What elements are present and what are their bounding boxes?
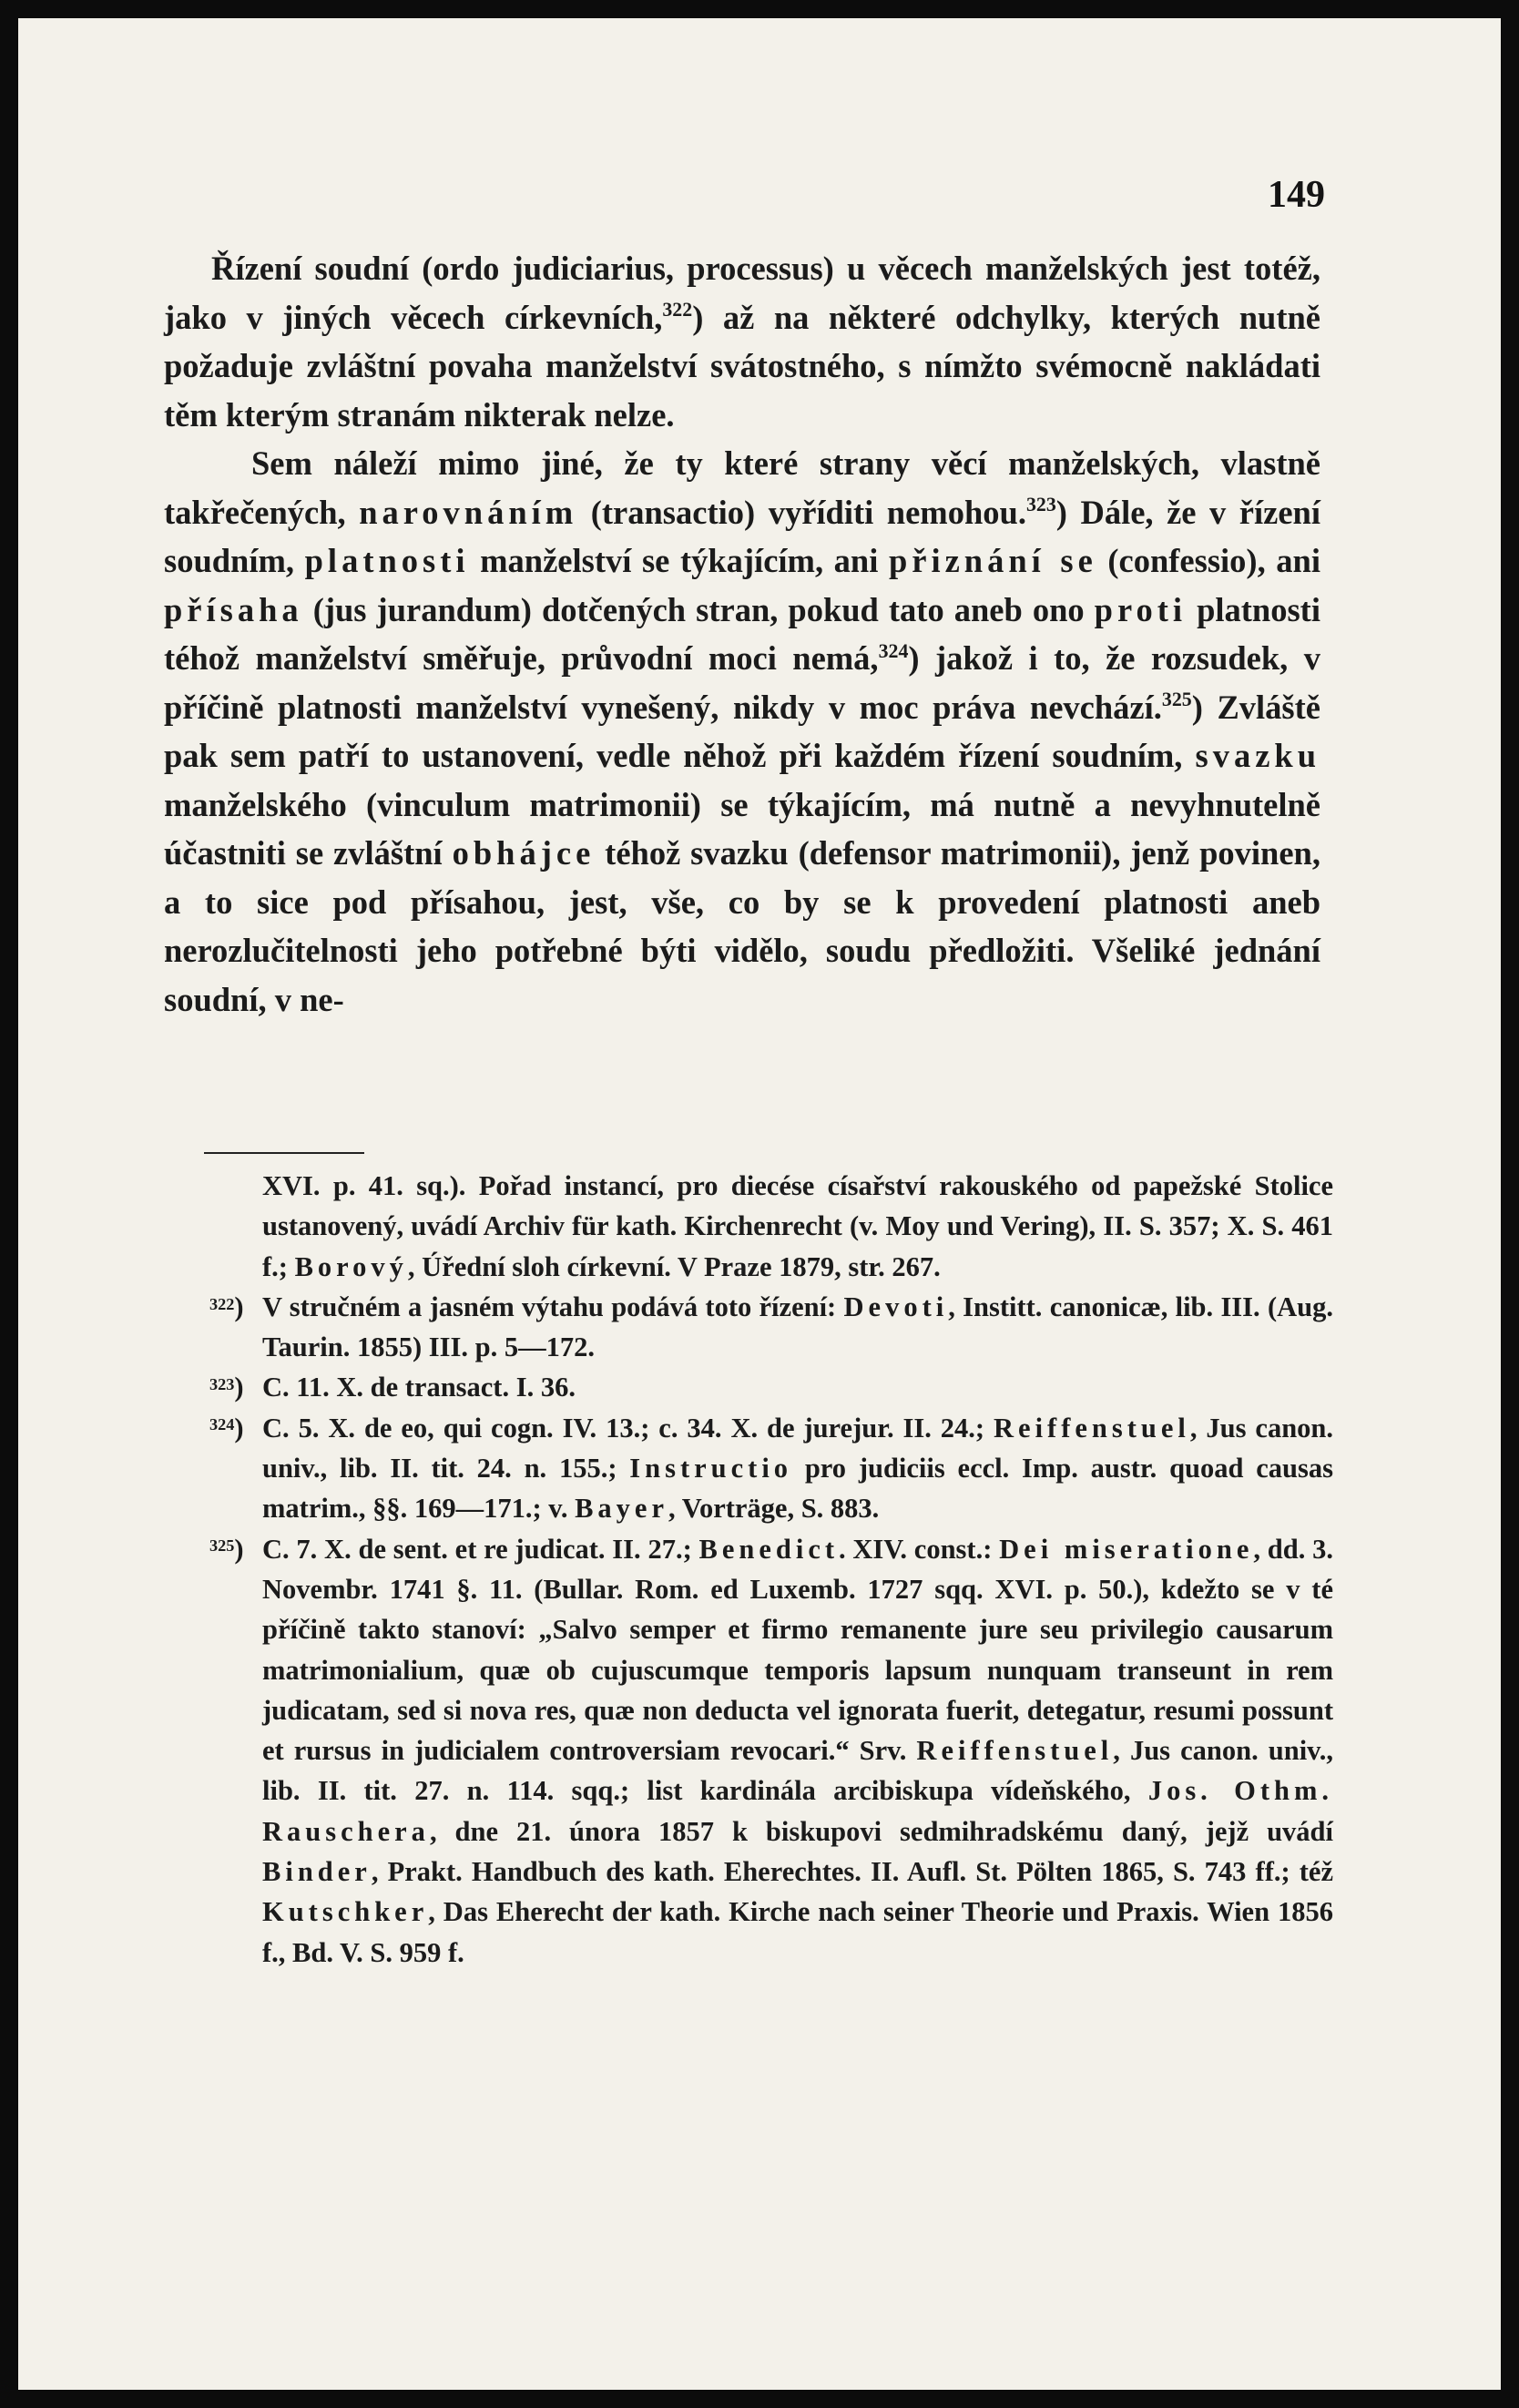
spaced-term: přísaha bbox=[164, 590, 303, 628]
footnote-ref-325[interactable]: 325 bbox=[1161, 688, 1192, 711]
footnote-322: $^{322}$) V stručném a jasném výtahu podává toto řízení: Devoti, Institt. canonicæ, lib. III. (Aug. Taurin. 1855) III. p. 5—172. bbox=[262, 1287, 1333, 1368]
spaced-name: Benedict bbox=[698, 1533, 840, 1565]
spaced-name: Bayer bbox=[575, 1493, 669, 1525]
spaced-name: Jos. Othm. Rauschera bbox=[262, 1775, 1333, 1847]
paragraph-2: Sem náleží mimo jiné, že ty které strany věcí manželských, vlastně takřečených, narovnáním (transactio) vyříditi nemohou.$^{323}$) Dále, že v řízení soudním, platnosti manželství se týkajícím, ani přiznání se (confessio), ani přísaha (jus jurandum) dotčených stran, pokud tato aneb ono proti platnosti téhož manželství směřuje, průvodní moci nemá,$^{324}$) jakož i to, že rozsudek, v příčině platnosti manželství vynešený, nikdy v moc práva nevchází.$^{325}$) Zvláště pak sem patří to ustanovení, vedle něhož při každém řízení soudním, svazku manželského (vinculum matrimonii) se týkajícím, má nutně a nevyhnutelně účastniti se zvláštní obhájce téhož svazku (defensor matrimonii), jenž povinen, a to sice pod přísahou, jest, vše, co by se k provedení platnosti aneb nerozlučitelnosti jeho potřebné býti vidělo, soudu předložiti. Všeliké jednání soudní, v ne- bbox=[164, 444, 1320, 1018]
footnote-mark: $^{325}$) bbox=[209, 1533, 244, 1565]
spaced-name: Kutschker bbox=[262, 1896, 429, 1928]
spaced-term: platnosti bbox=[304, 542, 470, 579]
spaced-term: proti bbox=[1094, 590, 1188, 628]
footnote-continuation: XVI. p. 41. sq.). Pořad instancí, pro diecése císařství rakouského od papežské Stolice ustanovený, uvádí Archiv für kath. Kirchenrecht (v. Moy und Vering), II. S. 357; X. S. 461 f.; Borový, Úřední sloh církevní. V Praze 1879, str. 267. bbox=[262, 1170, 1333, 1282]
footnote-325: $^{325}$) C. 7. X. de sent. et re judicat. II. 27.; Benedict. XIV. const.: Dei miseratione, dd. 3. Novembr. 1741 §. 11. (Bullar. Rom. ed Luxemb. 1727 sqq. XVI. p. 50.), kdežto se v té příčině takto stanoví: „Salvo semper et firmo remanente jure seu privilegio causarum matrimonialium, quæ ob cujuscumque temporis lapsum nunquam transeunt in rem judicatam, sed si nova res, quæ non deducta vel ignorata fuerit, detegatur, resumi possunt et rursus in judicialem controversiam revocari.“ Srv. Reiffenstuel, Jus canon. univ., lib. II. tit. 27. n. 114. sqq.; list kardinála arcibiskupa vídeňského, Jos. Othm. Rauschera, dne 21. února 1857 k biskupovi sedmihradskému daný, jejž uvádí Binder, Prakt. Handbuch des kath. Eherechtes. II. Aufl. St. Pölten 1865, S. 743 ff.; též Kutschker, Das Eherecht der kath. Kirche nach seiner Theorie und Praxis. Wien 1856 f., Bd. V. S. 959 f. bbox=[262, 1529, 1333, 1973]
footnote-ref-322[interactable]: 322 bbox=[662, 298, 693, 321]
footnote-mark: $^{324}$) bbox=[209, 1412, 244, 1444]
spaced-term: obhájce bbox=[452, 834, 596, 872]
spaced-name: Reiffenstuel bbox=[916, 1735, 1114, 1767]
book-page bbox=[18, 18, 1501, 2390]
spaced-term: svazku bbox=[1195, 737, 1320, 774]
footnote-ref-324[interactable]: 324 bbox=[878, 638, 909, 662]
spaced-name: Reiffenstuel bbox=[994, 1412, 1190, 1444]
main-text bbox=[164, 244, 1320, 1024]
footnote-mark: $^{323}$) bbox=[209, 1372, 244, 1403]
spaced-term: přiznání se bbox=[888, 542, 1097, 579]
spaced-name: Instructio bbox=[629, 1453, 793, 1485]
spaced-name: Devoti bbox=[843, 1291, 949, 1322]
footnote-324: $^{324}$) C. 5. X. de eo, qui cogn. IV. 13.; c. 34. X. de jurejur. II. 24.; Reiffenstuel, Jus canon. univ., lib. II. tit. 24. n. 155.; Instructio pro judiciis eccl. Imp. austr. quoad causas matrim., §§. 169—171.; v. Bayer, Vorträge, S. 883. bbox=[262, 1408, 1333, 1529]
footnotes bbox=[209, 1166, 1334, 1973]
spaced-term: narovnáním bbox=[359, 493, 578, 531]
spaced-name: Binder bbox=[262, 1856, 372, 1888]
paragraph-1: Řízení soudní (ordo judiciarius, processus) u věcech manželských jest totéž, jako v jiných věcech církevních,$^{322}$) až na některé odchylky, kterých nutně požaduje zvláštní povaha manželství svátostného, s nímžto svémocně nakládati těm kterým stranám nikterak nelze. bbox=[164, 250, 1321, 434]
spaced-name: Dei miseratione bbox=[999, 1533, 1254, 1565]
footnote-mark: $^{322}$) bbox=[209, 1291, 244, 1322]
spaced-name: Borový bbox=[294, 1250, 408, 1282]
footnote-separator bbox=[204, 1152, 364, 1154]
footnote-ref-323[interactable]: 323 bbox=[1025, 493, 1056, 516]
page-number: 149 bbox=[1268, 174, 1325, 216]
footnote-323: $^{323}$) C. 11. X. de transact. I. 36. bbox=[262, 1367, 1333, 1407]
